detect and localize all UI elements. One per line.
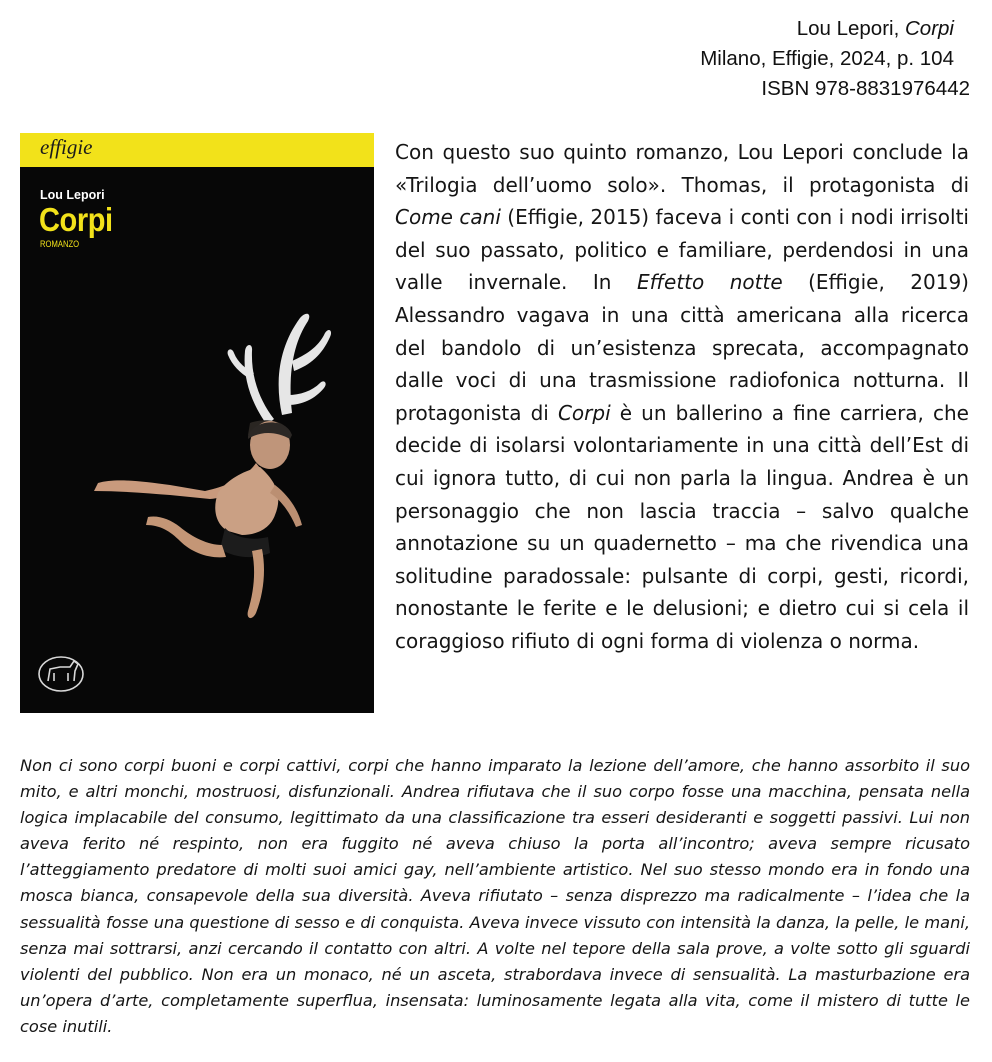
isbn-line: ISBN 978-8831976442 [761, 77, 970, 100]
author-title-line [370, 14, 970, 44]
intro-text-4: è un ballerino a fine carriera, che decide di isolarsi volontariamente in una città dell’Est di cui ignora tutto, di cui non parla la lingua. Andrea è un personaggio che non lascia traccia – salvo qualche annotazione su un quadernetto – ma che rivendica una solitudine paradossale: pulsante di corpi, gesti, ricordi, nonostante le ferite e le delusioni; e dietro cui si cela il coraggioso rifiuto di ogni forma di violenza o norma. [395, 400, 969, 653]
antlers-illustration [228, 314, 331, 425]
horse-logo [39, 657, 83, 691]
book-cover [20, 133, 374, 713]
intro-title-effetto-notte: Effetto notte [636, 270, 783, 295]
header-author: Lou Lepori, [796, 17, 900, 40]
intro-text-3: (Effigie, 2019) Alessandro vagava in una città americana alla ricerca del bandolo di un’esistenza sprecata, accompagnato dalle voci di una trasmissione radiofonica notturna. Il protagonista di [395, 270, 969, 425]
intro-title-come-cani: Come cani [395, 205, 501, 230]
cover-genre: ROMANZO [40, 239, 80, 249]
header-book-title: Corpi [905, 17, 954, 40]
intro-text-1: Con questo suo quinto romanzo, Lou Lepori conclude la «Trilogia dell’uomo solo». Thomas, il protagonista di [395, 140, 969, 197]
cover-author: Lou Lepori [40, 188, 105, 202]
cover-publisher: effigie [40, 135, 93, 159]
book-excerpt: Non ci sono corpi buoni e corpi cattivi, corpi che hanno imparato la lezione dell’amore, che hanno assorbito il suo mito, e altri monchi, mostruosi, disfunzionali. Andrea rifiutava che il suo corpo fosse una macchina, pensata nella logica implacabile del consumo, legittimato da una classificazione tra esseri desideranti e soggetti passivi. Lui non aveva ferito né respinto, non era fuggito né aveva chiuso la porta all’incontro; aveva sempre ricusato l’atteggiamento predatore di molti suoi amici gay, nell’ambiente artistico. Nel suo stesso mondo era in fondo una mosca bianca, consapevole della sua diversità. Aveva rifiutato – senza disprezzo ma radicalmente – l’idea che la sessualità fosse una questione di sesso e di conquista. Aveva invece vissuto con intensità la danza, la pelle, le mani, senza mai sottrarsi, anzi cercando il contatto con altri. A volte nel tepore della sala prove, a volte sotto gli sguardi violenti del pubblico. Non era un monaco, né un asceta, strabordava invece di sensualità. La masturbazione era un’opera d’arte, completamente superflua, insensata: luminosamente legata alla vita, come il mistero di tutte le cose inutili. [20, 756, 970, 1036]
intro-text-2: (Effigie, 2015) faceva i conti con i nodi irrisolti del suo passato, politico e familiare, perdendosi in una valle invernale. In [395, 205, 969, 295]
publication-line: Milano, Effigie, 2024, p. 104 [700, 47, 954, 70]
intro-title-corpi: Corpi [557, 400, 611, 425]
cover-title: Corpi [39, 201, 113, 238]
review-paragraph [395, 136, 969, 658]
bibliographic-header [370, 14, 970, 104]
dancer-figure [94, 420, 302, 618]
